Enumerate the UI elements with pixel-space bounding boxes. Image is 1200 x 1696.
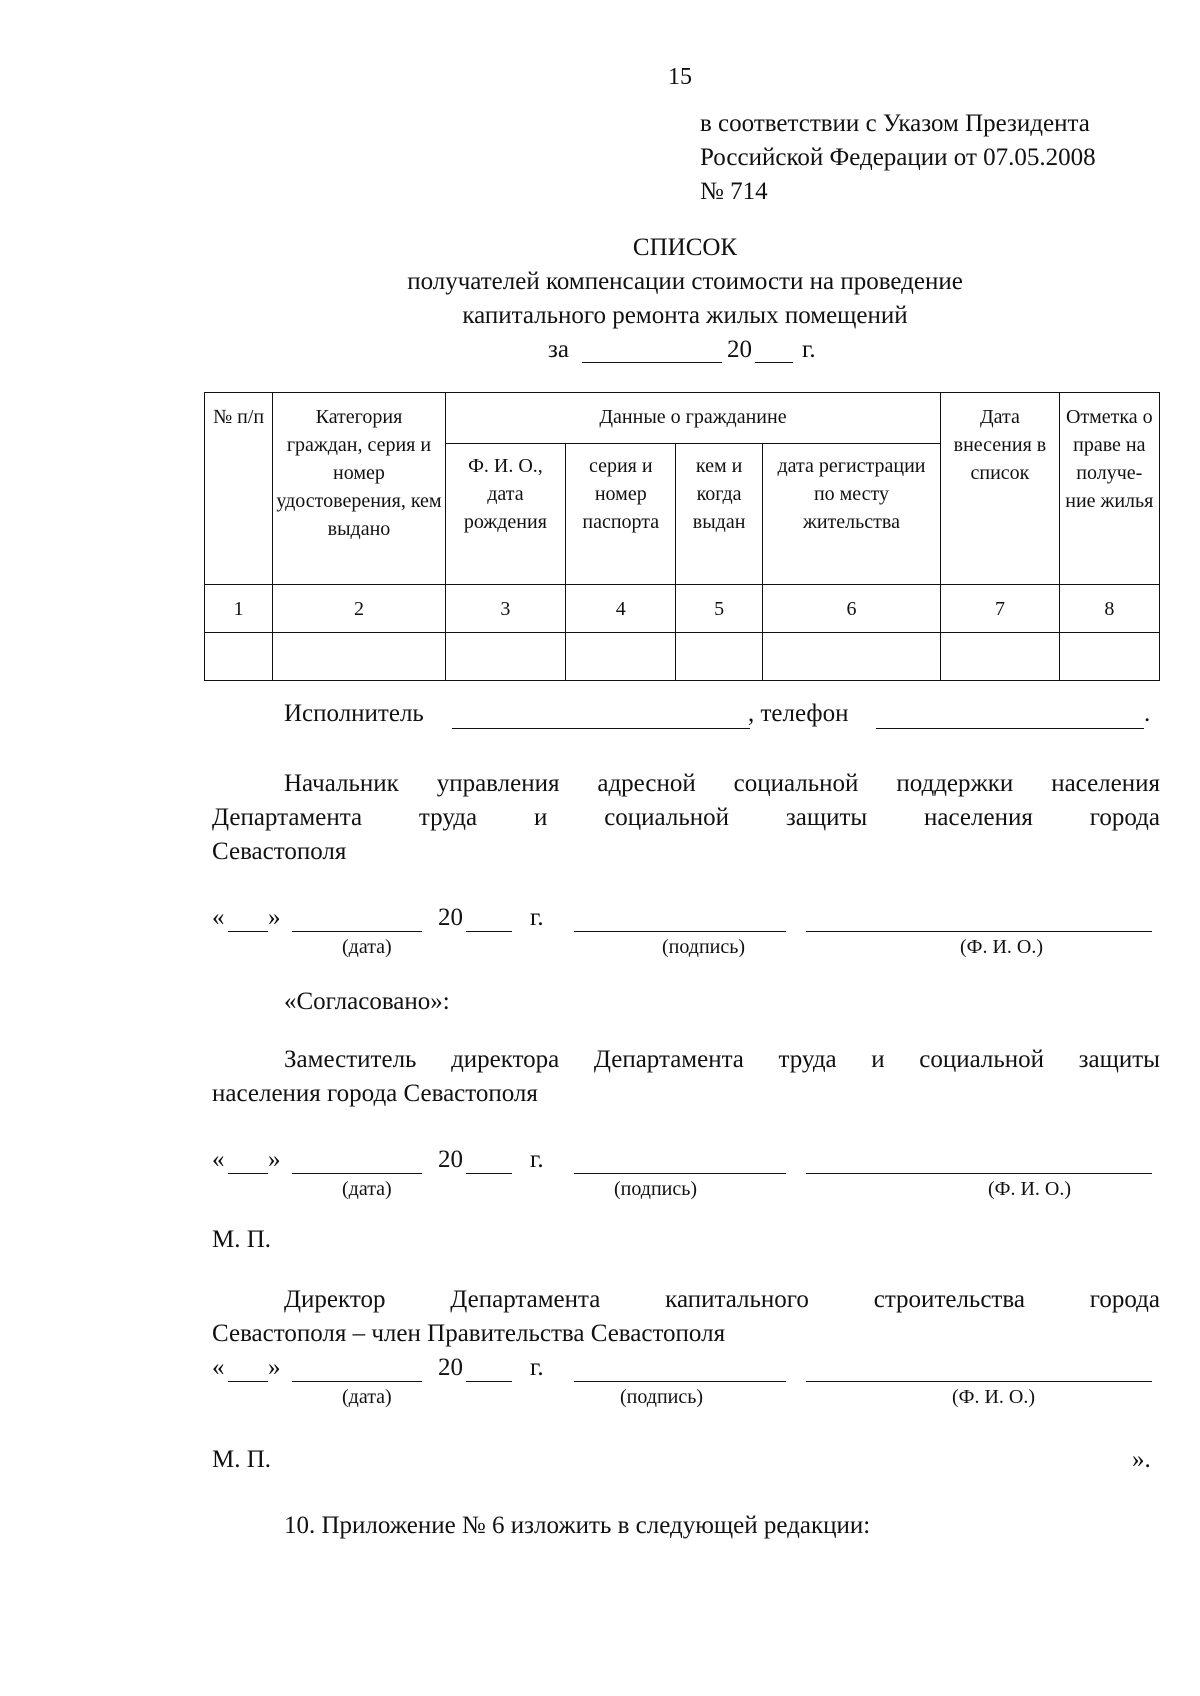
table-cell	[1059, 633, 1159, 681]
table-cell	[273, 633, 446, 681]
title-line-2: капитального ремонта жилых помещений	[462, 302, 908, 329]
header-fio-birthdate: Ф. И. О., дата рождения	[445, 444, 565, 585]
word: социальной	[919, 1046, 1045, 1073]
agreed-label: «Согласовано»:	[284, 988, 450, 1015]
year-blank	[466, 1381, 512, 1382]
month-blank	[292, 931, 422, 932]
close-quote: »	[268, 1146, 281, 1173]
executor-blank	[452, 728, 750, 729]
word: Департамента	[450, 1286, 601, 1313]
year-blank	[466, 1173, 512, 1174]
page-number: 15	[668, 64, 692, 90]
close-quote: »	[268, 1354, 281, 1381]
title-za: за	[548, 336, 569, 363]
table-cell	[445, 633, 565, 681]
word: строительства	[873, 1286, 1025, 1313]
word: защиты	[785, 804, 868, 831]
column-number: 6	[762, 585, 941, 633]
close-quote: »	[268, 904, 281, 931]
header-category: Категория граждан, серия и номер удостоверения, кем выдано	[273, 393, 446, 585]
title-year-prefix: 20	[727, 336, 752, 363]
fio-blank	[806, 1173, 1152, 1174]
table-cell	[566, 633, 676, 681]
fio-caption: (Ф. И. О.)	[960, 936, 1044, 958]
column-number: 2	[273, 585, 446, 633]
date-caption: (дата)	[342, 936, 392, 958]
fio-blank	[806, 931, 1152, 932]
column-number: 7	[941, 585, 1059, 633]
amendment-item-10: 10. Приложение № 6 изложить в следующей редакции:	[284, 1512, 871, 1539]
header-passport: серия и номер паспорта	[566, 444, 676, 585]
word: Начальник	[284, 770, 399, 797]
director-title-row-2: Севастополя – член Правительства Севастополя	[212, 1320, 726, 1347]
director-title-row-1	[284, 1286, 1160, 1314]
signature-blank	[574, 931, 786, 932]
phone-blank	[876, 728, 1144, 729]
title-heading: СПИСОК	[632, 234, 738, 261]
word: города	[1089, 1286, 1160, 1313]
header-date-added: Дата внесения в список	[941, 393, 1059, 585]
period-blank-line	[582, 362, 722, 363]
day-blank	[228, 931, 268, 932]
stamp-place-2: М. П.	[212, 1446, 272, 1473]
column-number: 8	[1059, 585, 1159, 633]
signature-row-director	[212, 1354, 1152, 1424]
word: управления	[436, 770, 560, 797]
fio-caption: (Ф. И. О.)	[988, 1178, 1072, 1200]
deputy-title-row-1	[284, 1046, 1160, 1074]
signature-row-deputy	[212, 1146, 1152, 1216]
date-caption: (дата)	[342, 1386, 392, 1408]
table-cell	[676, 633, 762, 681]
executor-period: .	[1144, 700, 1151, 727]
word: города	[1089, 804, 1160, 831]
header-number: № п/п	[205, 393, 273, 585]
open-quote: «	[212, 1354, 225, 1381]
fio-caption: (Ф. И. О.)	[952, 1386, 1036, 1408]
month-blank	[292, 1381, 422, 1382]
column-number: 5	[676, 585, 762, 633]
recipients-table	[204, 392, 1160, 681]
open-quote: «	[212, 904, 225, 931]
word: социальной	[733, 770, 859, 797]
signature-caption: (подпись)	[620, 1386, 704, 1408]
year-suffix: г.	[530, 904, 544, 931]
header-citizen-data: Данные о гражданине	[445, 393, 941, 444]
word: Заместитель	[284, 1046, 417, 1073]
table-header-row	[205, 393, 1160, 444]
month-blank	[292, 1173, 422, 1174]
column-number: 1	[205, 585, 273, 633]
executor-label: Исполнитель	[284, 700, 424, 727]
header-issued-by: кем и когда выдан	[676, 444, 762, 585]
word: адресной	[597, 770, 696, 797]
table-cell	[205, 633, 273, 681]
signature-blank	[574, 1173, 786, 1174]
deputy-title-row-2: населения города Севастополя	[212, 1080, 538, 1107]
head-title-row-2	[212, 804, 1160, 832]
word: населения	[924, 804, 1033, 831]
word: труда	[418, 804, 478, 831]
column-number-row	[205, 585, 1160, 633]
empty-data-row	[205, 633, 1160, 681]
word: директора	[451, 1046, 560, 1073]
year-blank	[466, 931, 512, 932]
year-prefix: 20	[438, 1146, 463, 1173]
header-housing-mark: Отметка о праве на получе-ние жилья	[1059, 393, 1159, 585]
table-cell	[941, 633, 1059, 681]
fio-blank	[806, 1381, 1152, 1382]
word: Директор	[284, 1286, 386, 1313]
word: населения	[1051, 770, 1160, 797]
day-blank	[228, 1381, 268, 1382]
word: труда	[778, 1046, 837, 1073]
head-title-row-3: Севастополя	[212, 838, 347, 865]
title-year-suffix: г.	[802, 336, 816, 363]
phone-label: , телефон	[748, 700, 849, 727]
head-title-row-1	[284, 770, 1160, 798]
word: поддержки	[896, 770, 1014, 797]
word: социальной	[604, 804, 729, 831]
signature-blank	[574, 1381, 786, 1382]
word: капитального	[665, 1286, 809, 1313]
signature-caption: (подпись)	[662, 936, 746, 958]
signature-caption: (подпись)	[614, 1178, 698, 1200]
word: и	[871, 1046, 885, 1073]
stamp-place-1: М. П.	[212, 1226, 272, 1253]
year-suffix: г.	[530, 1146, 544, 1173]
year-prefix: 20	[438, 904, 463, 931]
column-number: 4	[566, 585, 676, 633]
title-line-1: получателей компенсации стоимости на проведение	[407, 268, 963, 295]
word: и	[533, 804, 548, 831]
header-note-line-1: в соответствии с Указом Президента	[700, 110, 1090, 137]
year-prefix: 20	[438, 1354, 463, 1381]
column-number: 3	[445, 585, 565, 633]
closing-quote: ».	[1132, 1446, 1151, 1473]
signature-row-head	[212, 904, 1152, 974]
year-suffix: г.	[530, 1354, 544, 1381]
table-cell	[762, 633, 941, 681]
word: защиты	[1078, 1046, 1160, 1073]
open-quote: «	[212, 1146, 225, 1173]
header-note-line-2: Российской Федерации от 07.05.2008	[700, 144, 1096, 171]
header-registration-date: дата регистрации по месту жительства	[762, 444, 941, 585]
word: Департамента	[212, 804, 363, 831]
header-note-line-3: № 714	[700, 178, 768, 205]
year-blank-line	[755, 362, 793, 363]
word: Департамента	[593, 1046, 744, 1073]
date-caption: (дата)	[342, 1178, 392, 1200]
day-blank	[228, 1173, 268, 1174]
